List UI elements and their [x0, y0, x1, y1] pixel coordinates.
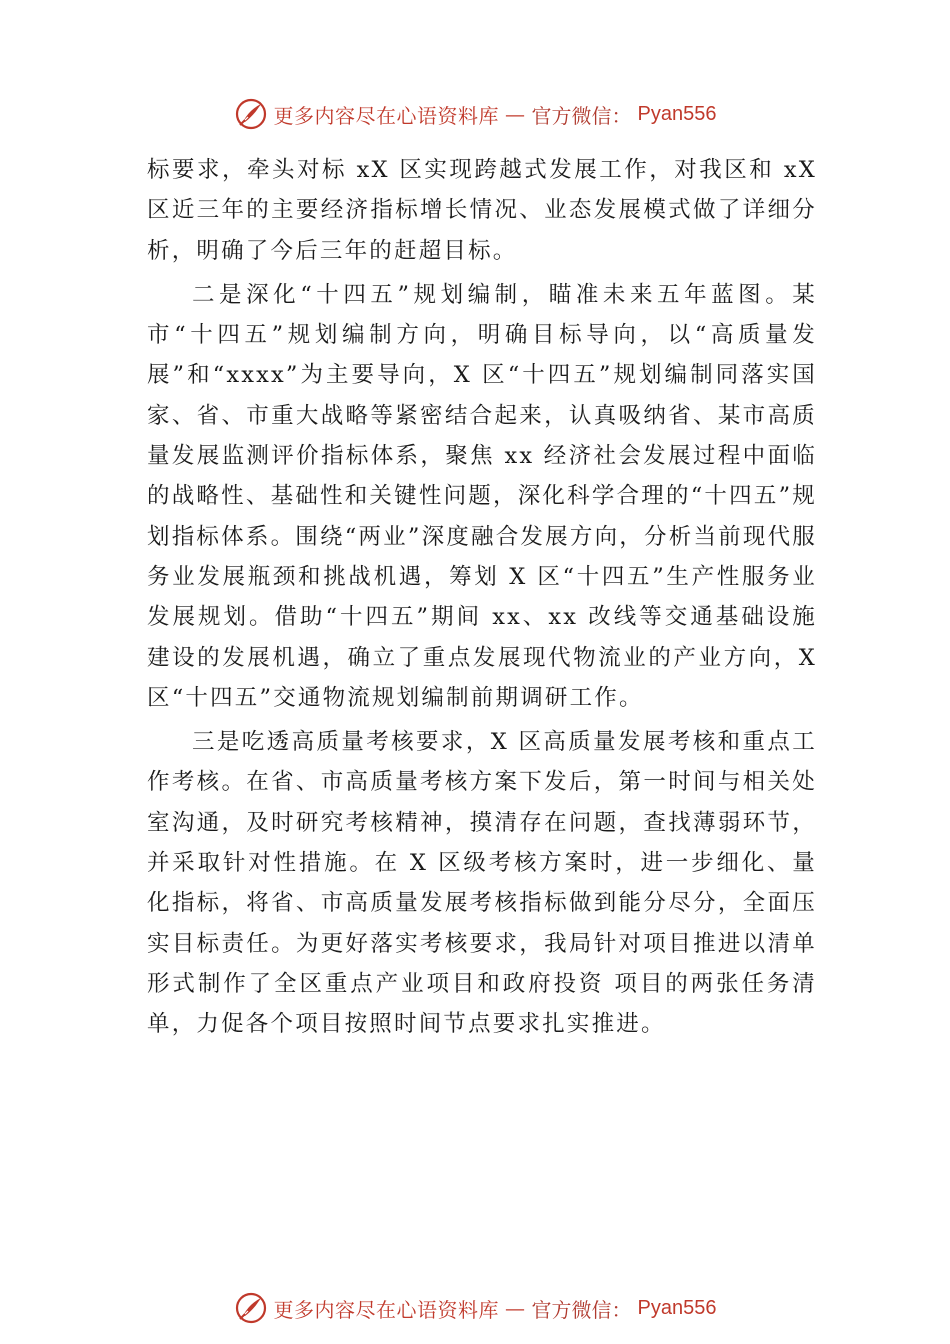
feather-pen-icon — [234, 97, 268, 131]
banner-wechat-label: 官方微信： — [531, 1297, 632, 1322]
banner-separator: — — [505, 102, 526, 126]
banner-site-text: 更多内容尽在心语资料库 — [273, 1297, 500, 1322]
paragraph-3: 三是吃透高质量考核要求，X 区高质量发展考核和重点工作考核。在省、市高质量考核方案下发后，第一时间与相关处室沟通，及时研究考核精神，摸清存在问题，查找薄弱环节，并采取针对性措施。在 X 区级考核方案时，进一步细化、量化指标，将省、市高质量发展考核指标做到能分尽分，全面压实目标责任。为更好落实考核要求，我局针对项目推进以清单形式制作了全区重点产业项目和政府投资 项目的两张任务清单，力促各个项目按照时间节点要求扎实推进。 — [147, 729, 817, 1038]
header-banner — [0, 92, 950, 136]
banner-wechat-id: Pyan556 — [637, 1296, 717, 1319]
paragraph-1: 标要求，牵头对标 xX 区实现跨越式发展工作，对我区和 xX 区近三年的主要经济指标增长情况、业态发展模式做了详细分析，明确了今后三年的赶超目标。 — [147, 157, 817, 264]
banner-wechat-id: Pyan556 — [637, 102, 717, 125]
footer-banner — [0, 1286, 950, 1330]
paragraph-2: 二是深化“十四五”规划编制，瞄准未来五年蓝图。某市“十四五”规划编制方向，明确目标导向，以“高质量发展”和“xxxx”为主要导向，X 区“十四五”规划编制同落实国家、省、市重大战略等紧密结合起来，认真吸纳省、某市高质量发展监测评价指标体系，聚焦 xx 经济社会发展过程中面临的战略性、基础性和关键性问题，深化科学合理的“十四五”规划指标体系。围绕“两业”深度融合发展方向，分析当前现代服务业发展瓶颈和挑战机遇，筹划 X 区“十四五”生产性服务业发展规划。借助“十四五”期间 xx、xx 改线等交通基础设施建设的发展机遇，确立了重点发展现代物流业的产业方向，X 区“十四五”交通物流规划编制前期调研工作。 — [147, 281, 817, 711]
banner-wechat-label: 官方微信： — [531, 103, 632, 128]
feather-pen-icon — [234, 1291, 268, 1325]
banner-separator: — — [505, 1296, 526, 1320]
document-body — [147, 150, 817, 1045]
banner-site-text: 更多内容尽在心语资料库 — [273, 103, 500, 128]
